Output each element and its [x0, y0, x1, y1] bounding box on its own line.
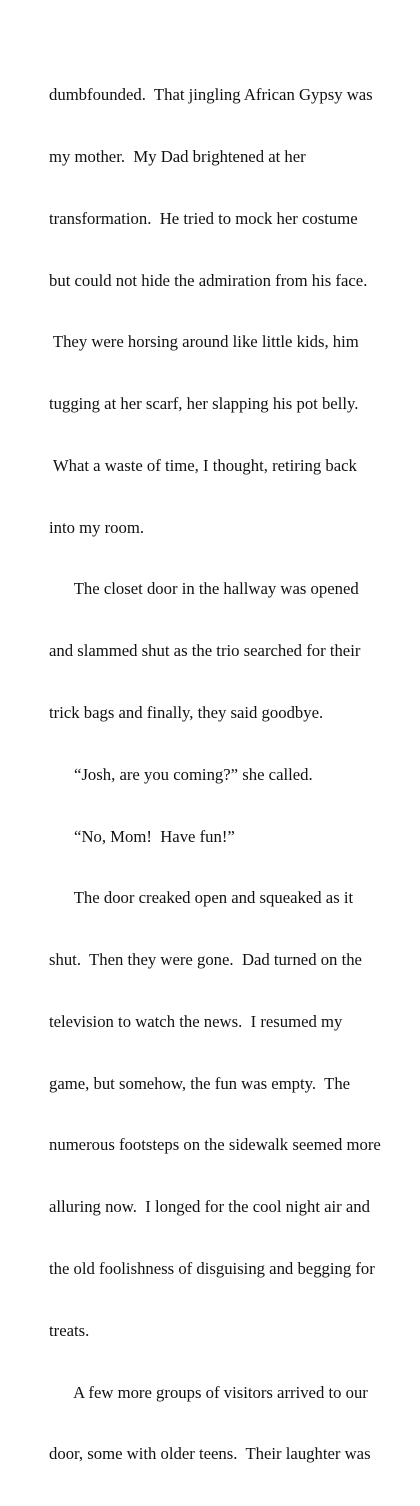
text-line: trick bags and finally, they said goodbye.	[49, 703, 324, 722]
text-line: dumbfounded. That jingling African Gypsy was	[49, 85, 373, 105]
text-line: They were horsing around like little kids, him	[49, 332, 359, 352]
text-line: the old foolishness of disguising and begging for	[49, 1259, 375, 1279]
text-line: but could not hide the admiration from his face.	[49, 270, 368, 290]
text-line: tugging at her scarf, her slapping his pot belly.	[49, 394, 359, 414]
text-line: and slammed shut as the trio searched for their	[49, 641, 361, 661]
text-line: television to watch the news. I resumed my	[49, 1011, 343, 1031]
text-line: treats.	[49, 1320, 90, 1340]
text-line: “Josh, are you coming?” she called.	[49, 764, 313, 784]
text-line: game, but somehow, the fun was empty. The	[49, 1073, 351, 1093]
text-line: door, some with older teens. Their laughter was	[49, 1444, 371, 1464]
text-line: The door creaked open and squeaked as it	[49, 888, 354, 908]
page-text	[49, 44, 379, 1506]
text-line: A few more groups of visitors arrived to our	[49, 1382, 368, 1402]
text-line: my mother. My Dad brightened at her	[49, 146, 306, 166]
text-line: into my room.	[49, 517, 145, 537]
text-line: “No, Mom! Have fun!”	[49, 826, 235, 846]
text-line: transformation. He tried to mock her costume	[49, 208, 358, 228]
text-line: What a waste of time, I thought, retiring back	[49, 455, 357, 475]
text-line: alluring now. I longed for the cool night air and	[49, 1197, 370, 1217]
text-line: numerous footsteps on the sidewalk seemed more	[49, 1135, 381, 1155]
text-line: shut. Then they were gone. Dad turned on the	[49, 950, 362, 970]
text-line: The closet door in the hallway was opened	[49, 579, 359, 599]
